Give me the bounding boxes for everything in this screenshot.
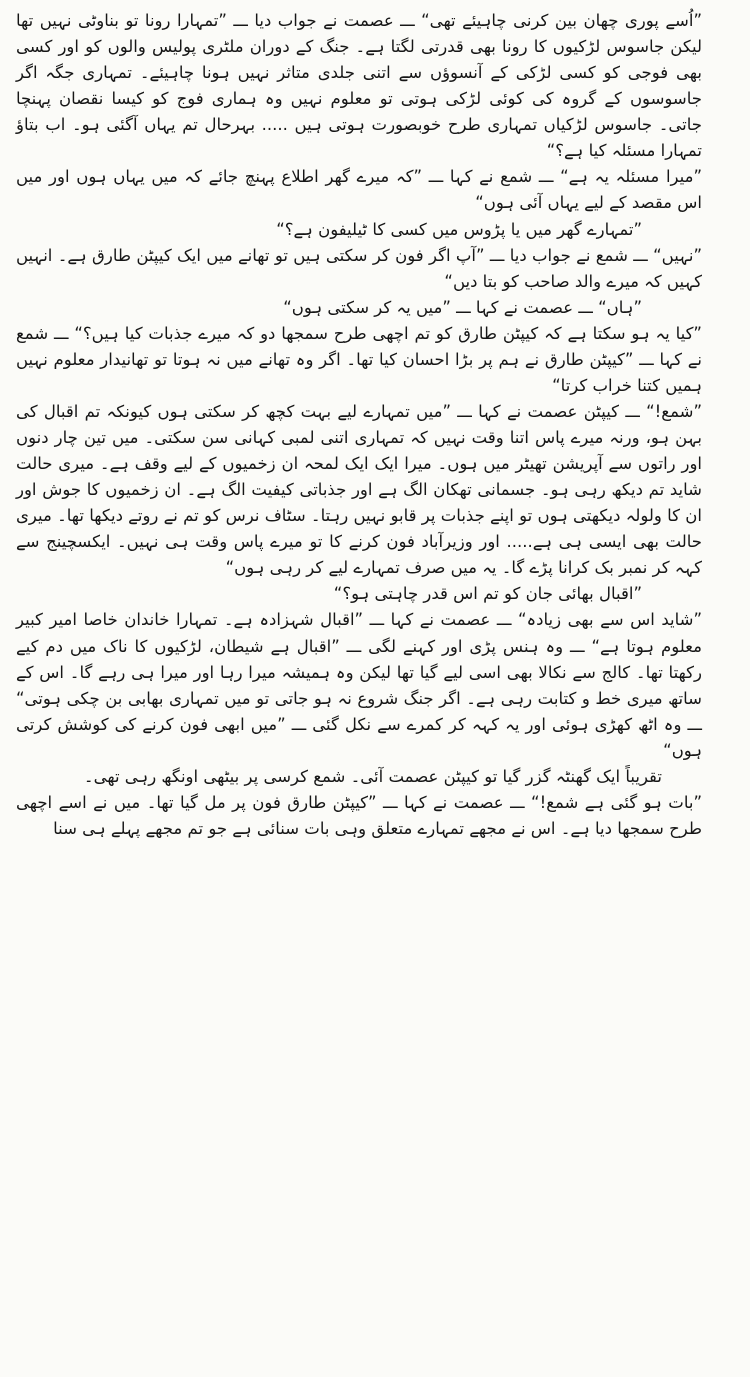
paragraph: ”ہاں“ ـــ عصمت نے کہا ـــ ”میں یہ کر سکتی ہوں“ xyxy=(283,297,642,317)
paragraph: ”کیا یہ ہو سکتا ہے کہ کیپٹن طارق کو تم اچھی طرح سمجھا دو کہ میرے جذبات کیا ہیں؟“ ـــ شمع نے کہا ـــ ”کیپٹن طارق نے ہم پر بڑا احسان کیا تھا۔ اگر وہ تھانے میں نہ ہوتا تو تھانیدار معلوم نہیں ہمیں کتنا خراب کرتا“ xyxy=(16,323,702,395)
paragraph: ”اقبال بھائی جان کو تم اس قدر چاہتی ہو؟“ xyxy=(333,584,642,604)
paragraph: ”نہیں“ ـــ شمع نے جواب دیا ـــ ”آپ اگر فون کر سکتی ہیں تو تھانے میں ایک کیپٹن طارق ہے۔ انہیں کہیں کہ میرے والد صاحب کو بتا دیں“ xyxy=(16,245,702,291)
paragraph: ”تمہارے گھر میں یا پڑوس میں کسی کا ٹیلیفون ہے؟“ xyxy=(276,219,642,239)
urdu-text-body xyxy=(16,8,732,842)
paragraph: ”اُسے پوری چھان بین کرنی چاہیئے تھی“ ـــ عصمت نے جواب دیا ـــ ”تمہارا رونا تو بناوٹی نہیں تھا لیکن جاسوس لڑکیوں کا رونا بھی قدرتی لگتا ہے۔ جنگ کے دوران ملٹری پولیس والوں کو اور کسی بھی فوجی کو کسی لڑکی کے آنسوؤں سے اتنی جلدی متاثر نہیں ہونا چاہیئے۔ تمہاری جگہ اگر جاسوسوں کے گروہ کی کوئی لڑکی ہوتی تو معلوم نہیں وہ ہماری فوج کو کیسا نقصان پہنچا جاتی۔ جاسوس لڑکیاں تمہاری طرح خوبصورت ہوتی ہیں ..... بہرحال تم یہاں آگئی ہو۔ اب بتاؤ تمہارا مسئلہ کیا ہے؟“ xyxy=(16,11,702,161)
paragraph: ”میرا مسئلہ یہ ہے“ ـــ شمع نے کہا ـــ ”کہ میرے گھر اطلاع پہنچ جائے کہ میں یہاں ہوں اور میں اس مقصد کے لیے یہاں آئی ہوں“ xyxy=(16,167,702,213)
paragraph: ”بات ہو گئی ہے شمع!“ ـــ عصمت نے کہا ـــ ”کیپٹن طارق فون پر مل گیا تھا۔ میں نے اسے اچھی طرح سمجھا دیا ہے۔ اس نے مجھے تمہارے متعلق وہی بات سنائی ہے جو تم مجھے پہلے ہی سنا xyxy=(16,792,702,838)
paragraph: ”شاید اس سے بھی زیادہ“ ـــ عصمت نے کہا ـــ ”اقبال شہزادہ ہے۔ تمہارا خاندان خاصا امیر کبیر معلوم ہوتا ہے“ ـــ وہ ہنس پڑی اور کہنے لگی ـــ ”اقبال ہے شیطان، لڑکیوں کا ناک میں دم کیے رکھتا تھا۔ کالج سے نکالا بھی اسی لیے گیا تھا لیکن وہ ہمیشہ میرا رہا اور میرا ہی رہے گا۔ اس کے ساتھ میری خط و کتابت رہی ہے۔ اگر جنگ شروع نہ ہو جاتی تو میں تمہاری بھابی بن چکی ہوتی“ ـــ وہ اٹھ کھڑی ہوئی اور یہ کہہ کر کمرے سے نکل گئی ـــ ”میں ابھی فون کرنے کی کوشش کرتی ہوں“ xyxy=(16,610,702,760)
paragraph: ”شمع!“ ـــ کیپٹن عصمت نے کہا ـــ ”میں تمہارے لیے بہت کچھ کر سکتی ہوں کیونکہ تم اقبال کی بہن ہو، ورنہ میرے پاس اتنا وقت نہیں کہ تمہاری اتنی لمبی کہانی سن سکتی۔ میں تین چار دنوں اور راتوں سے آپریشن تھیٹر میں ہوں۔ میرا ایک ایک لمحہ ان زخمیوں کے لیے وقف ہے۔ میری حالت شاید تم دیکھ رہی ہو۔ جسمانی تھکان الگ ہے اور جذباتی کیفیت الگ ہے۔ ان زخمیوں کا جوش اور ان کا ولولہ دیکھتی ہوں تو اپنے جذبات پر قابو نہیں رہتا۔ سٹاف نرس کو تم نے روتے دیکھا تھا۔ میری حالت بھی ایسی ہی ہے..... اور وزیرآباد فون کرنے کا تو میرے پاس وقت ہی نہیں۔ ایکسچینج سے کہہ کر نمبر بک کرانا پڑے گا۔ یہ میں صرف تمہارے لیے کر رہی ہوں“ xyxy=(16,401,702,578)
paragraph: تقریباً ایک گھنٹہ گزر گیا تو کیپٹن عصمت آئی۔ شمع کرسی پر بیٹھی اونگھ رہی تھی۔ xyxy=(83,766,662,786)
